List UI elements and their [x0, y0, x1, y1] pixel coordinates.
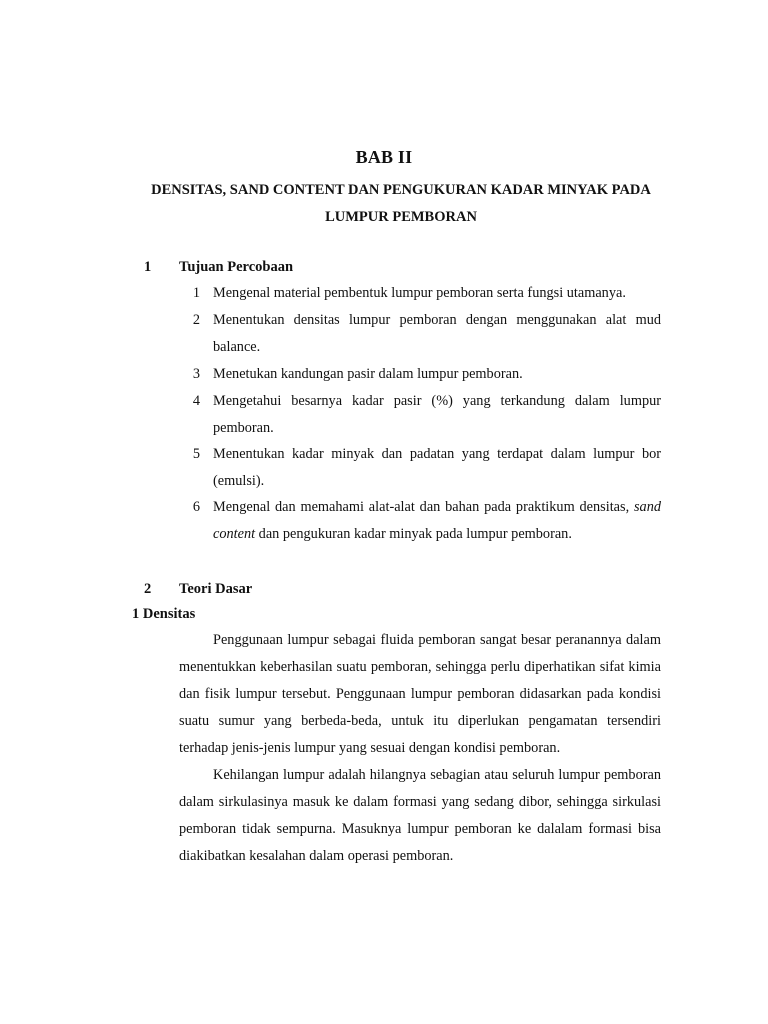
chapter-title: BAB II	[355, 147, 413, 167]
list-item-number: 3	[192, 366, 200, 382]
list-item-number: 2	[192, 312, 200, 328]
list-item-text: Mengetahui besarnya kadar pasir (%) yang terkandung dalam lumpur pemboran.	[213, 393, 661, 436]
list-item-text: Menentukan densitas lumpur pemboran dengan menggunakan alat mud balance.	[213, 312, 661, 355]
section-1-title: Tujuan Percobaan	[179, 259, 294, 275]
section-2-number: 2	[144, 581, 152, 597]
list-item-text-part: Mengenal dan memahami alat-alat dan bahan pada praktikum densitas,	[213, 499, 634, 515]
list-item-number: 1	[192, 285, 200, 301]
italic-term: sand content	[213, 499, 661, 542]
section-1-number: 1	[144, 259, 152, 275]
heading-line-1: DENSITAS, SAND CONTENT DAN PENGUKURAN KADAR MINYAK PADA	[151, 182, 651, 198]
list-item-text: Menentukan kadar minyak dan padatan yang terdapat dalam lumpur bor (emulsi).	[213, 446, 661, 489]
document-heading	[140, 177, 662, 231]
list-item-number: 5	[192, 446, 200, 462]
list-item-number: 4	[192, 393, 200, 409]
list-item-text	[213, 494, 661, 547]
body-paragraph: Kehilangan lumpur adalah hilangnya sebagian atau seluruh lumpur pemboran dalam sirkulasinya masuk ke dalam formasi yang sedang dibor, sehingga sirkulasi pemboran tidak sempurna. Masuknya lumpur pemboran ke dalalam formasi bisa diakibatkan kesalahan dalam operasi pemboran.	[179, 767, 661, 864]
list-item-text: Mengenal material pembentuk lumpur pemboran serta fungsi utamanya.	[213, 285, 626, 301]
list-item-text-part: dan pengukuran kadar minyak pada lumpur pemboran.	[255, 525, 572, 542]
body-paragraph: Penggunaan lumpur sebagai fluida pemboran sangat besar peranannya dalam menentukkan keberhasilan suatu pemboran, sehingga perlu diperhatikan sifat kimia dan fisik lumpur tersebut. Penggunaan lumpur pemboran didasarkan pada kondisi suatu sumur yang berbeda-beda, untuk itu diperlukan pengamatan tersendiri terhadap jenis-jenis lumpur yang sesuai dengan kondisi pemboran.	[179, 632, 661, 756]
list-item-text: Menetukan kandungan pasir dalam lumpur pemboran.	[213, 366, 523, 382]
list-item-number: 6	[192, 499, 200, 515]
heading-line-2: LUMPUR PEMBORAN	[325, 209, 477, 225]
subsection-heading: 1 Densitas	[132, 606, 196, 622]
section-2-title: Teori Dasar	[179, 581, 253, 597]
